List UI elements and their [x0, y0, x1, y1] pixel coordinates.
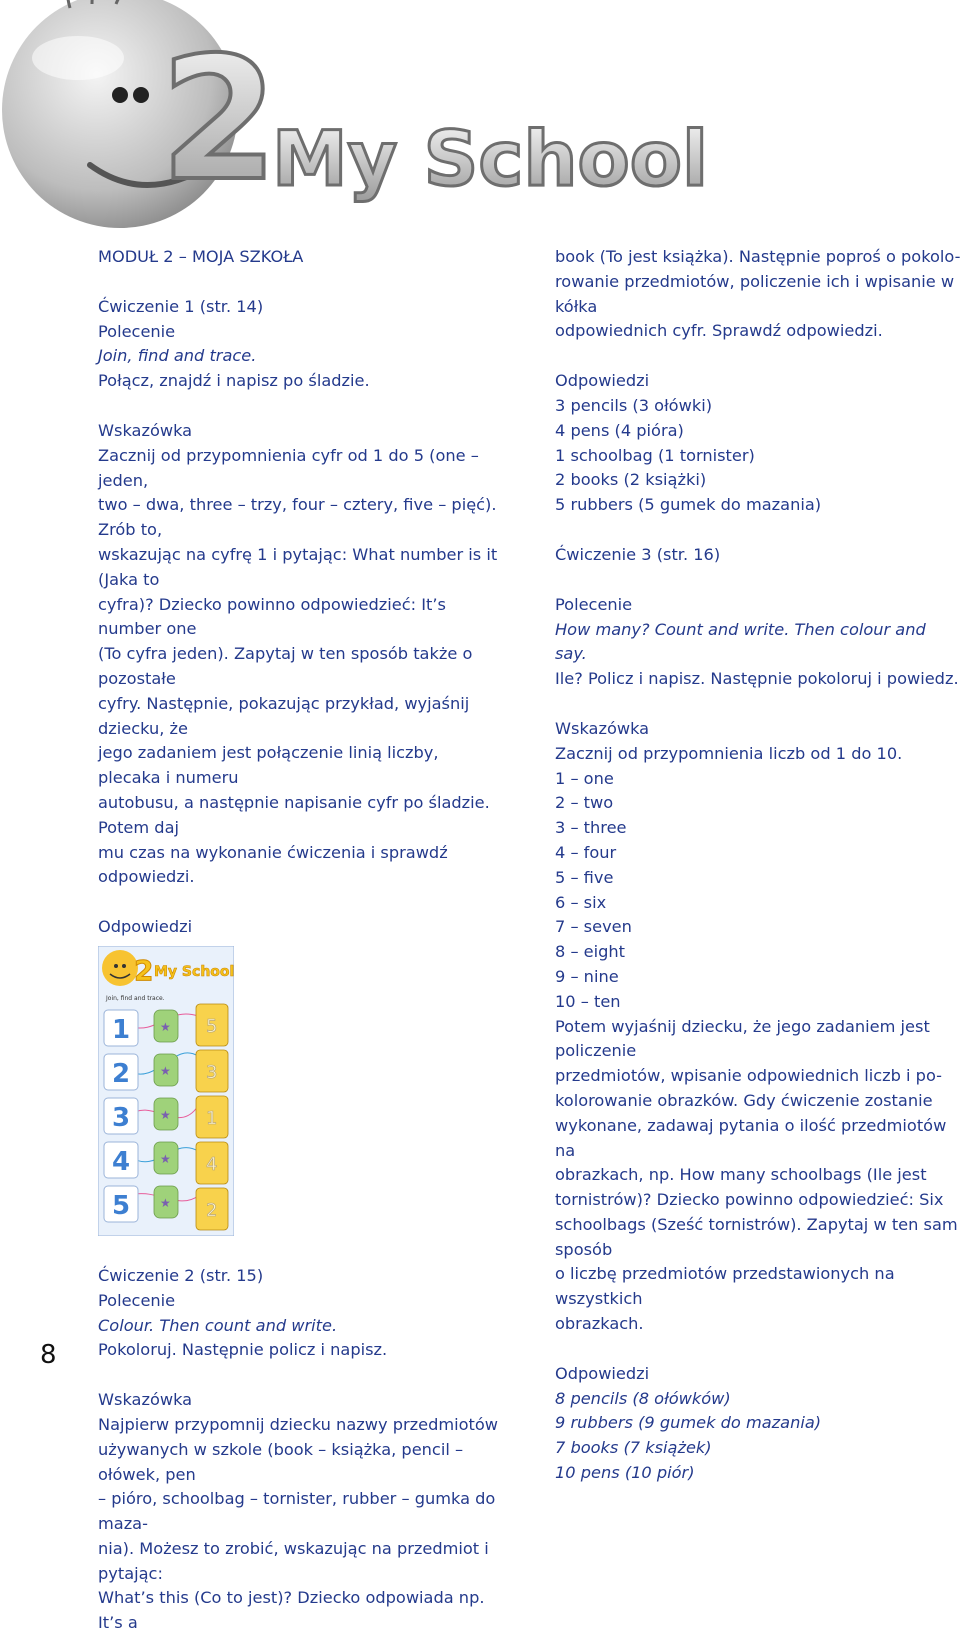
svg-text:★: ★	[160, 1195, 171, 1210]
tip-line: kolorowanie obrazków. Gdy ćwiczenie zostanie	[555, 1090, 933, 1110]
answer-item: 3 pencils (3 ołówki)	[555, 395, 713, 415]
exercise-2-instruction-pl: Pokoloruj. Następnie policz i napisz.	[98, 1340, 388, 1360]
exercise-1-instruction-en: Join, find and trace.	[98, 346, 257, 366]
exercise-2-tip-continuation	[555, 245, 960, 344]
number-word-item: 3 – three	[555, 818, 627, 838]
number-word-item: 10 – ten	[555, 991, 621, 1011]
exercise-1-answers-label: Odpowiedzi	[98, 917, 193, 937]
thumb-bus-number: 3	[206, 1061, 218, 1083]
exercise-1-instruction-label: Polecenie	[98, 321, 176, 341]
tip-line: What’s this (Co to jest)? Dziecko odpowiada np. It’s a	[98, 1588, 485, 1633]
answer-item: 10 pens (10 piór)	[555, 1463, 695, 1483]
module-title: MODUŁ 2 – MOJA SZKOŁA	[98, 247, 304, 266]
answer-item: 4 pens (4 pióra)	[555, 420, 684, 440]
thumb-digit: 1	[112, 1014, 131, 1045]
tip-line: obrazkach.	[555, 1314, 644, 1334]
exercise-2-instruction-label: Polecenie	[98, 1290, 176, 1310]
thumb-digit: 2	[112, 1058, 131, 1089]
exercise-3-instruction-en: How many? Count and write. Then colour and say.	[555, 619, 926, 664]
tip-line: two – dwa, three – trzy, four – cztery, five – pięć). Zrób to,	[98, 495, 497, 540]
answer-item: 1 schoolbag (1 tornister)	[555, 445, 755, 465]
exercise-2-answers-label: Odpowiedzi	[555, 371, 650, 391]
exercise-3-answers-label: Odpowiedzi	[555, 1363, 650, 1383]
tip-line: nia). Możesz to zrobić, wskazując na przedmiot i pytając:	[98, 1538, 489, 1583]
tip-line: obrazkach, np. How many schoolbags (Ile jest	[555, 1165, 927, 1185]
answer-item: 8 pencils (8 ołówków)	[555, 1388, 731, 1408]
exercise-3-answers	[555, 1387, 960, 1486]
number-word-item: 4 – four	[555, 842, 617, 862]
thumb-bus-number: 2	[206, 1199, 218, 1221]
chapter-header-banner	[0, 0, 960, 240]
tip-line: o liczbę przedmiotów przedstawionych na wszystkich	[555, 1264, 895, 1309]
tip-line: mu czas na wykonanie ćwiczenia i sprawdź odpowiedzi.	[98, 842, 448, 887]
exercise-3-tip-label: Wskazówka	[555, 718, 650, 738]
thumb-digit: 3	[112, 1102, 131, 1133]
exercise-2-heading: Ćwiczenie 2 (str. 15)	[98, 1265, 264, 1285]
exercise-3-instruction-pl: Ile? Policz i napisz. Następnie pokoloruj i powiedz.	[555, 669, 959, 689]
tip-line: odpowiednich cyfr. Sprawdź odpowiedzi.	[555, 321, 883, 341]
page-number: 8	[40, 1340, 57, 1370]
tip-line: cyfry. Następnie, pokazując przykład, wyjaśnij dziecku, że	[98, 693, 470, 738]
chapter-title: My School	[272, 114, 708, 203]
thumb-digit: 5	[112, 1190, 131, 1221]
tip-line: używanych w szkole (book – książka, pencil – ołówek, pen	[98, 1439, 464, 1484]
svg-text:★: ★	[160, 1107, 171, 1122]
exercise-2-answers	[555, 394, 960, 518]
tip-line: Potem wyjaśnij dziecku, że jego zadaniem jest policzenie	[555, 1016, 930, 1061]
right-column	[555, 245, 960, 1486]
number-word-item: 2 – two	[555, 793, 614, 813]
svg-text:★: ★	[160, 1019, 171, 1034]
tip-line: – pióro, schoolbag – tornister, rubber – gumka do maza-	[98, 1489, 496, 1534]
tip-line: autobusu, a następnie napisanie cyfr po śladzie. Potem daj	[98, 792, 490, 837]
exercise-3-instruction-label: Polecenie	[555, 594, 633, 614]
exercise-1-tip-label: Wskazówka	[98, 420, 193, 440]
thumb-mascot-icon	[102, 950, 138, 986]
exercise-1-heading: Ćwiczenie 1 (str. 14)	[98, 296, 264, 316]
thumb-digit: 4	[112, 1146, 131, 1177]
left-column	[98, 245, 506, 1636]
tip-line: wykonane, zadawaj pytania o ilość przedmiotów na	[555, 1115, 947, 1160]
tip-line: Najpierw przypomnij dziecku nazwy przedmiotów	[98, 1414, 499, 1434]
number-word-item: 5 – five	[555, 867, 614, 887]
exercise-2-tip-text	[98, 1413, 506, 1636]
tip-line: (To cyfra jeden). Zapytaj w ten sposób także o pozostałe	[98, 644, 473, 688]
tip-line: wskazując na cyfrę 1 i pytając: What number is it (Jaka to	[98, 544, 498, 589]
number-word-item: 6 – six	[555, 892, 607, 912]
exercise-2-tip-label: Wskazówka	[98, 1390, 193, 1410]
answer-item: 2 books (2 książki)	[555, 470, 707, 490]
tip-line: rowanie przedmiotów, policzenie ich i wpisanie w kółka	[555, 271, 955, 316]
answer-item: 5 rubbers (5 gumek do mazania)	[555, 495, 822, 515]
svg-text:★: ★	[160, 1151, 171, 1166]
tip-line: Zacznij od przypomnienia cyfr od 1 do 5 (one – jeden,	[98, 445, 479, 490]
answer-item: 7 books (7 książek)	[555, 1438, 712, 1458]
thumb-bus-number: 1	[206, 1107, 218, 1129]
tip-line: przedmiotów, wpisanie odpowiednich liczb i po-	[555, 1066, 943, 1086]
tip-line: cyfra)? Dziecko powinno odpowiedzieć: It’s number one	[98, 594, 446, 639]
exercise-3-heading: Ćwiczenie 3 (str. 16)	[555, 544, 721, 564]
svg-text:★: ★	[160, 1063, 171, 1078]
tip-line: tornistrów)? Dziecko powinno odpowiedzieć: Six	[555, 1190, 944, 1210]
number-word-item: 8 – eight	[555, 942, 626, 962]
number-word-item: 1 – one	[555, 768, 614, 788]
thumb-chapter-number: 2	[134, 953, 154, 987]
tip-line: jego zadaniem jest połączenie linią liczby, plecaka i numeru	[98, 743, 439, 788]
exercise-3-tip-intro: Zacznij od przypomnienia liczb od 1 do 10.	[555, 743, 903, 763]
tip-line: schoolbags (Sześć tornistrów). Zapytaj w ten sam sposób	[555, 1214, 958, 1259]
chapter-number: 2	[160, 21, 279, 219]
workbook-page-thumbnail	[98, 946, 234, 1236]
exercise-1-tip-text	[98, 444, 506, 890]
thumb-title: My School	[154, 963, 234, 980]
number-word-item: 7 – seven	[555, 917, 632, 937]
exercise-2-instruction-en: Colour. Then count and write.	[98, 1315, 338, 1335]
thumb-bus-number: 5	[206, 1015, 218, 1037]
thumb-bus-number: 4	[206, 1153, 218, 1175]
thumb-exercise-label: Join, find and trace.	[106, 994, 165, 1002]
answer-item: 9 rubbers (9 gumek do mazania)	[555, 1413, 822, 1433]
number-word-list	[555, 767, 960, 1015]
exercise-3-tip-text	[555, 1015, 960, 1337]
tip-line: book (To jest książka). Następnie poproś o pokolo-	[555, 247, 960, 266]
exercise-1-instruction-pl: Połącz, znajdź i napisz po śladzie.	[98, 371, 370, 391]
number-word-item: 9 – nine	[555, 966, 619, 986]
